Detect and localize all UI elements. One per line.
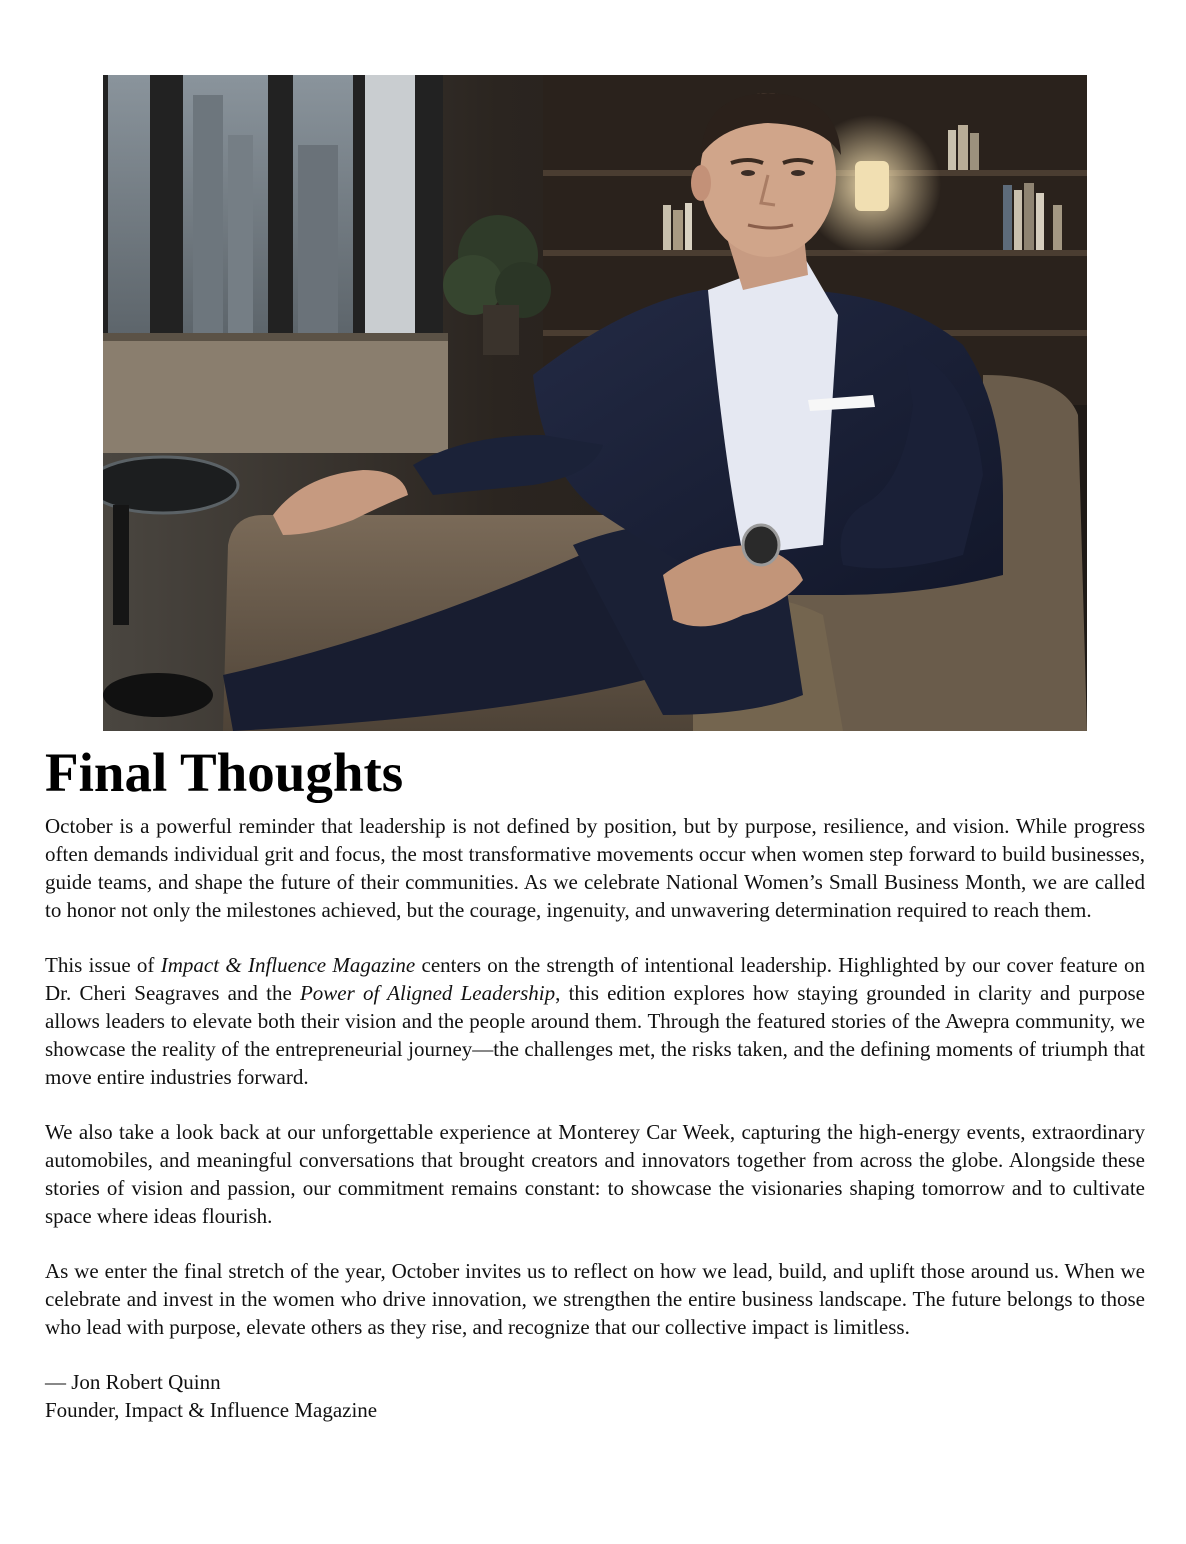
founder-photo — [103, 75, 1087, 731]
paragraph-2-text-a: This issue of — [45, 953, 161, 977]
signature-name: — Jon Robert Quinn — [45, 1370, 221, 1394]
signature-role: Founder, Impact & Influence Magazine — [45, 1398, 378, 1422]
paragraph-4: As we enter the final stretch of the year, October invites us to reflect on how we lead, build, and uplift those around us. When we celebrate and invest in the women who drive innovation, we strengthen the entire business landscape. The future belongs to those who lead with purpose, elevate others as they rise, and recognize that our collective impact is limitless. — [45, 1259, 1145, 1339]
feature-title: Power of Aligned Leadership — [299, 981, 556, 1005]
paragraph-3: We also take a look back at our unforgettable experience at Monterey Car Week, capturing the high-energy events, extraordinary automobiles, and meaningful conversations that brought creators and innovators together from across the globe. Alongside these stories of vision and passion, our commitment remains constant: to showcase the visionaries shaping tomorrow and to cultivate space where ideas flourish. — [45, 1120, 1145, 1228]
paragraph-2-text-c: , this edition explores how staying grounded in clarity and purpose allows leaders to elevate both their vision and the people around them. Through the featured stories of the Awepra community, we showcase the reality of the entrepreneurial journey—the challenges met, the risks taken, and the defining moments of triumph that move entire industries forward. — [45, 981, 1145, 1089]
article-body — [45, 740, 1145, 1424]
signature-block — [45, 1368, 1145, 1424]
paragraph-2 — [45, 951, 1145, 1091]
paragraph-1: October is a powerful reminder that leadership is not defined by position, but by purpose, resilience, and vision. While progress often demands individual grit and focus, the most transformative movements occur when women step forward to build businesses, guide teams, and shape the future of their communities. As we celebrate National Women’s Small Business Month, we are called to honor not only the milestones achieved, but the courage, ingenuity, and unwavering determination required to reach them. — [45, 814, 1145, 922]
magazine-name: Impact & Influence Magazine — [160, 953, 416, 977]
page-title: Final Thoughts — [45, 742, 404, 803]
paragraph-2-text-b: centers on the strength of intentional leadership. Highlighted by our cover feature on Dr. Cheri Seagraves and the — [45, 953, 1145, 1005]
